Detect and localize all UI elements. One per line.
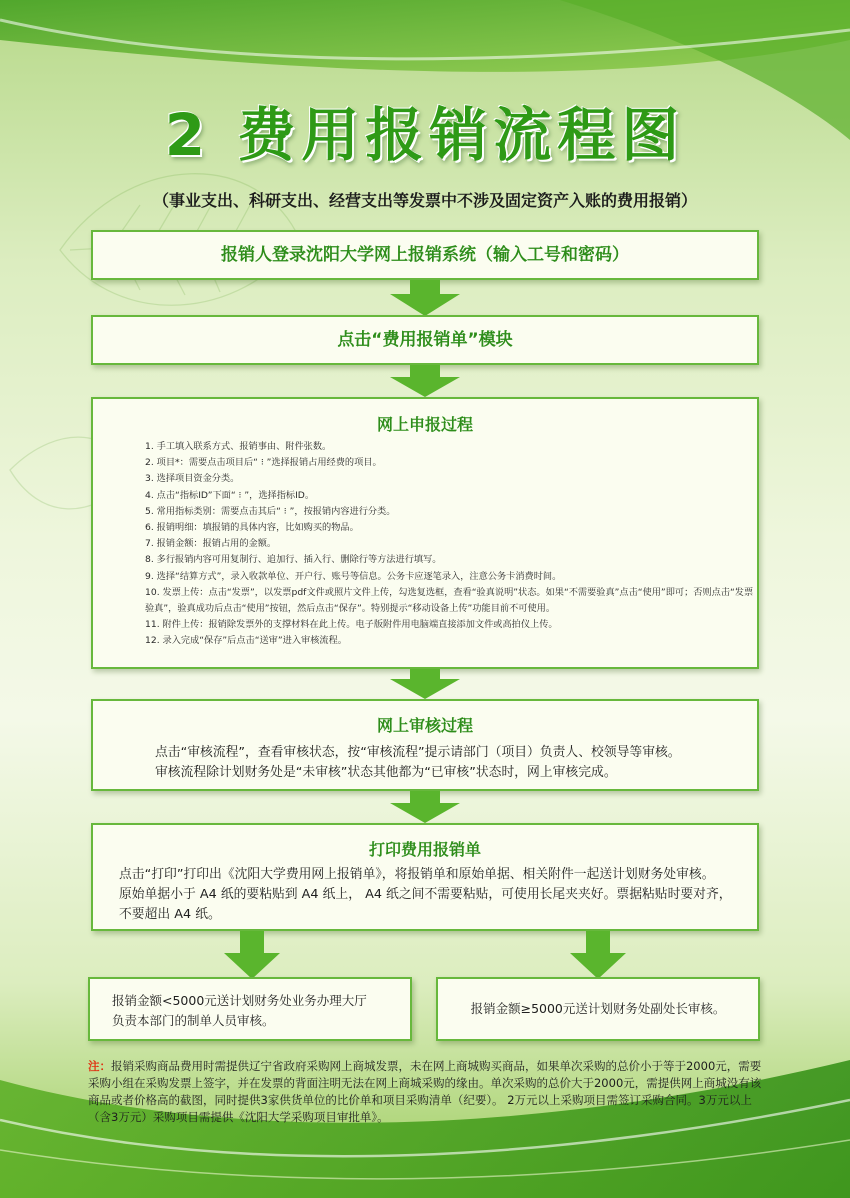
- down-arrow-icon: [388, 791, 462, 823]
- branch-high-text: 报销金额≥5000元送计划财务处副处长审核。: [470, 1001, 726, 1016]
- list-item: 9. 选择“结算方式”，录入收款单位、开户行、账号等信息。公务卡应逐笔录入，注意公务卡消费时间。: [145, 570, 562, 582]
- page-title: 2 费用报销流程图: [164, 101, 686, 169]
- step-login-box: [91, 230, 759, 280]
- branch-low-line: 负责本部门的制单人员审核。: [112, 1013, 275, 1028]
- down-arrow-icon: [388, 280, 462, 316]
- online-review-title: 网上审核过程: [376, 716, 473, 735]
- footnote: [88, 1058, 768, 1126]
- list-item: 7. 报销金额：报销占用的金额。: [145, 538, 277, 550]
- list-item: 5. 常用指标类别：需要点击其后“ ⁝ ”，按报销内容进行分类。: [145, 505, 396, 517]
- step-online-apply-box: [91, 397, 759, 669]
- page-subtitle: （事业支出、科研支出、经营支出等发票中不涉及固定资产入账的费用报销）: [152, 191, 697, 210]
- list-item: 4. 点击“指标ID”下面“ ⁝ ”，选择指标ID。: [145, 489, 315, 501]
- down-arrow-icon: [388, 669, 462, 699]
- step-online-review-box: [91, 699, 759, 791]
- down-left-arrow-icon: [222, 931, 282, 979]
- online-review-text: [155, 743, 755, 783]
- online-apply-list: [145, 439, 755, 650]
- list-item: 11. 附件上传：报销除发票外的支撑材料在此上传。电子版附件用电脑端直接添加文件或高拍仪上传。: [145, 619, 558, 631]
- list-item: 8. 多行报销内容可用复制行、追加行、插入行、删除行等方法进行填写。: [145, 554, 442, 566]
- list-item: 10. 发票上传：点击“发票”，以发票pdf文件或照片文件上传，勾选复选框，查看“验真说明”状态。如果“不需要验真”点击“使用”即可；否则点击“发票验真”，验真成功后点击“使用”按钮，然后点击“保存”。特别提示“移动设备上传”功能目前不可使用。: [145, 586, 754, 615]
- list-item: 2. 项目*：需要点击项目后“ ⁝ ”选择报销占用经费的项目。: [145, 457, 382, 469]
- print-line: 原始单据小于 A4 纸的要粘贴到 A4 纸上， A4 纸之间不需要粘贴，可使用长尾夹夹好。票据粘贴时要对齐，: [119, 887, 732, 902]
- branch-high-amount-box: [436, 977, 760, 1041]
- online-apply-title: 网上申报过程: [376, 415, 473, 434]
- step-login-text: 报销人登录沈阳大学网上报销系统（输入工号和密码）: [221, 245, 629, 265]
- branch-low-text: [112, 991, 367, 1031]
- list-item: 6. 报销明细：填报销的具体内容，比如购买的物品。: [145, 522, 359, 534]
- step-module-box: [91, 315, 759, 365]
- print-line: 点击“打印”打印出《沈阳大学费用网上报销单》，将报销单和原始单据、相关附件一起送计划财务处审核。: [119, 867, 715, 882]
- branch-low-amount-box: [88, 977, 412, 1041]
- footnote-text: 报销采购商品费用时需提供辽宁省政府采购网上商城发票，未在网上商城购买商品，如果单次采购的总价小于等于2000元，需要采购小组在采购发票上签字，并在发票的背面注明无法在网上商城采购的缘由。单次采购的总价大于2000元，需提供网上商城没有该商品或者价格高的截图，同时提供3家供货单位的比价单和项目采购清单（纪要）。 2万元以上采购项目需签订采购合同。3万元以上（含3万元）采购项目需提供《沈阳大学采购项目审批单》。: [88, 1059, 762, 1124]
- branch-low-line: 报销金额<5000元送计划财务处业务办理大厅: [112, 993, 367, 1008]
- down-arrow-icon: [388, 365, 462, 397]
- print-line: 不要超出 A4 纸。: [119, 907, 221, 922]
- list-item: 1. 手工填入联系方式、报销事由、附件张数。: [145, 441, 332, 452]
- step-module-text: 点击“费用报销单”模块: [337, 330, 513, 350]
- down-right-arrow-icon: [568, 931, 628, 979]
- online-review-line: 点击“审核流程”，查看审核状态，按“审核流程”提示请部门（项目）负责人、校领导等审核。: [155, 745, 681, 760]
- online-review-line: 审核流程除计划财务处是“未审核”状态其他都为“已审核”状态时，网上审核完成。: [155, 765, 617, 780]
- print-text: [119, 865, 749, 925]
- list-item: 12. 录入完成“保存”后点击“送审”进入审核流程。: [145, 635, 347, 647]
- step-print-box: [91, 823, 759, 931]
- list-item: 3. 选择项目资金分类。: [145, 473, 240, 485]
- print-title: 打印费用报销单: [368, 840, 481, 859]
- footnote-label: 注：: [88, 1059, 111, 1073]
